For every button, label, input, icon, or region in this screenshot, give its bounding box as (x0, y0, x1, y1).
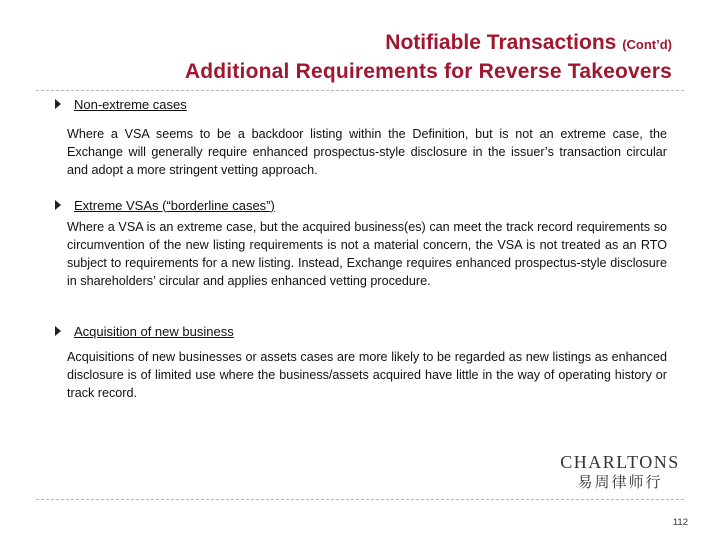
bullet-row (55, 95, 667, 113)
section-heading: Extreme VSAs (“borderline cases”) (74, 197, 275, 213)
title-suffix: (Cont’d) (622, 37, 672, 52)
bottom-divider (36, 499, 684, 500)
bullet-arrow-icon (55, 326, 61, 336)
slide-title (185, 30, 672, 86)
section-non-extreme (55, 95, 667, 179)
top-divider (36, 90, 684, 91)
bullet-arrow-icon (55, 99, 61, 109)
bullet-arrow-icon (55, 200, 61, 210)
logo-name-en: CHARLTONS (560, 452, 680, 472)
title-line-1 (185, 30, 672, 58)
section-body: Where a VSA is an extreme case, but the acquired business(es) can meet the track record requirements so circumvention of the new listing requirements is not a material concern, the VSA is not treated as an RTO subject to requirements for a new listing. Instead, Exchange requires enhanced prospectus-style disclosure in shareholders’ circular and applies enhanced vetting procedure. (67, 220, 667, 288)
bullet-row (55, 322, 667, 340)
logo-name-zh: 易周律师行 (577, 473, 663, 491)
page-number: 112 (672, 517, 688, 528)
title-line-2: Additional Requirements for Reverse Takeovers (184, 60, 672, 83)
section-heading: Acquisition of new business (74, 323, 234, 339)
section-body: Acquisitions of new businesses or assets cases are more likely to be regarded as new listings as enhanced disclosure is of limited use where the business/assets acquired have little in the way of operating history or track record. (67, 350, 667, 400)
section-extreme (55, 196, 667, 290)
charltons-logo (558, 452, 682, 492)
section-body: Where a VSA seems to be a backdoor listing within the Definition, but is not an extreme case, the Exchange will generally require enhanced prospectus-style disclosure in the issuer’s transaction circular and adopt a more stringent vetting approach. (67, 127, 667, 177)
section-heading: Non-extreme cases (74, 96, 187, 112)
bullet-row (55, 196, 667, 214)
section-acquisition (55, 322, 667, 402)
title-main: Notifiable Transactions (385, 31, 617, 54)
